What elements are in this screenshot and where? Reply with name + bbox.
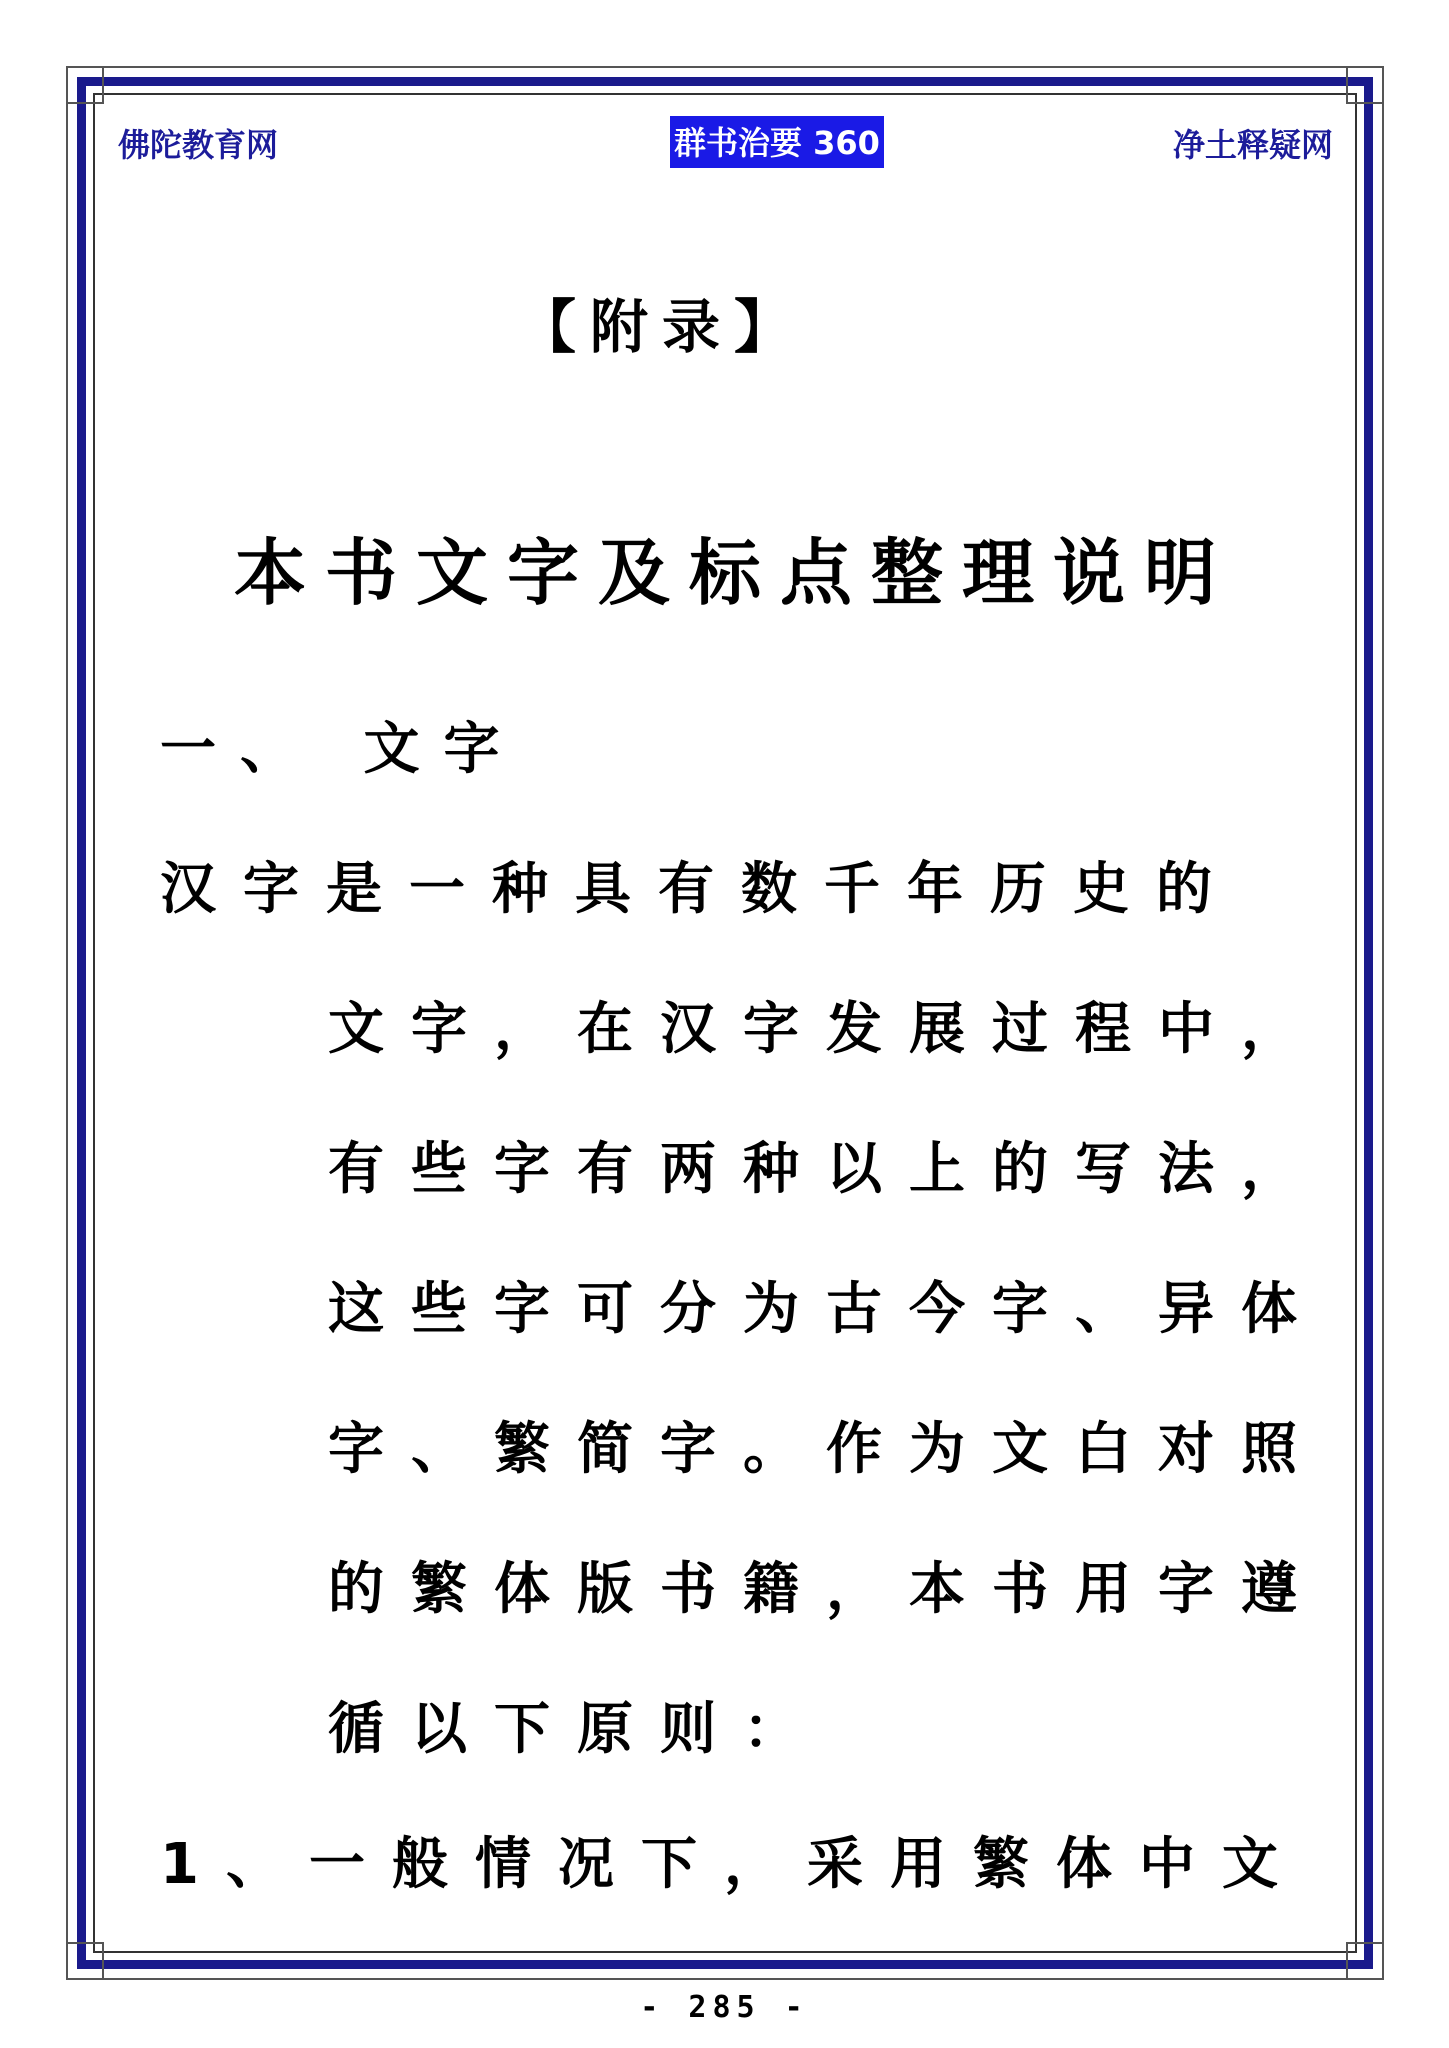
rule-item: 1、一般情况下，采用繁体中文 bbox=[160, 1832, 1305, 1897]
page-number: - 285 - bbox=[640, 1990, 809, 2025]
paragraph-line: 字、繁简字。作为文白对照 bbox=[328, 1417, 1324, 1482]
paragraph-line: 这些字可分为古今字、异体 bbox=[328, 1277, 1324, 1342]
subheading: 一、 文字 bbox=[160, 717, 524, 782]
section-title: 本书文字及标点整理说明 bbox=[234, 531, 1236, 615]
header-site-right: 净土释疑网 bbox=[1172, 126, 1333, 164]
paragraph-line: 汉字是一种具有数千年历史的 bbox=[160, 857, 1239, 922]
paragraph-line: 有些字有两种以上的写法， bbox=[328, 1137, 1324, 1202]
corner-ornament-bottom-left bbox=[66, 1942, 104, 1980]
header-book-title: 群书治要 360 bbox=[670, 116, 884, 168]
header-site-left: 佛陀教育网 bbox=[118, 126, 279, 164]
corner-ornament-bottom-right bbox=[1346, 1942, 1384, 1980]
paragraph-line: 的繁体版书籍，本书用字遵 bbox=[328, 1557, 1324, 1622]
corner-ornament-top-right bbox=[1346, 66, 1384, 104]
paragraph-line: 循以下原则： bbox=[328, 1697, 826, 1762]
paragraph-line: 文字，在汉字发展过程中， bbox=[328, 997, 1324, 1062]
appendix-heading: 【附录】 bbox=[518, 293, 807, 361]
corner-ornament-top-left bbox=[66, 66, 104, 104]
